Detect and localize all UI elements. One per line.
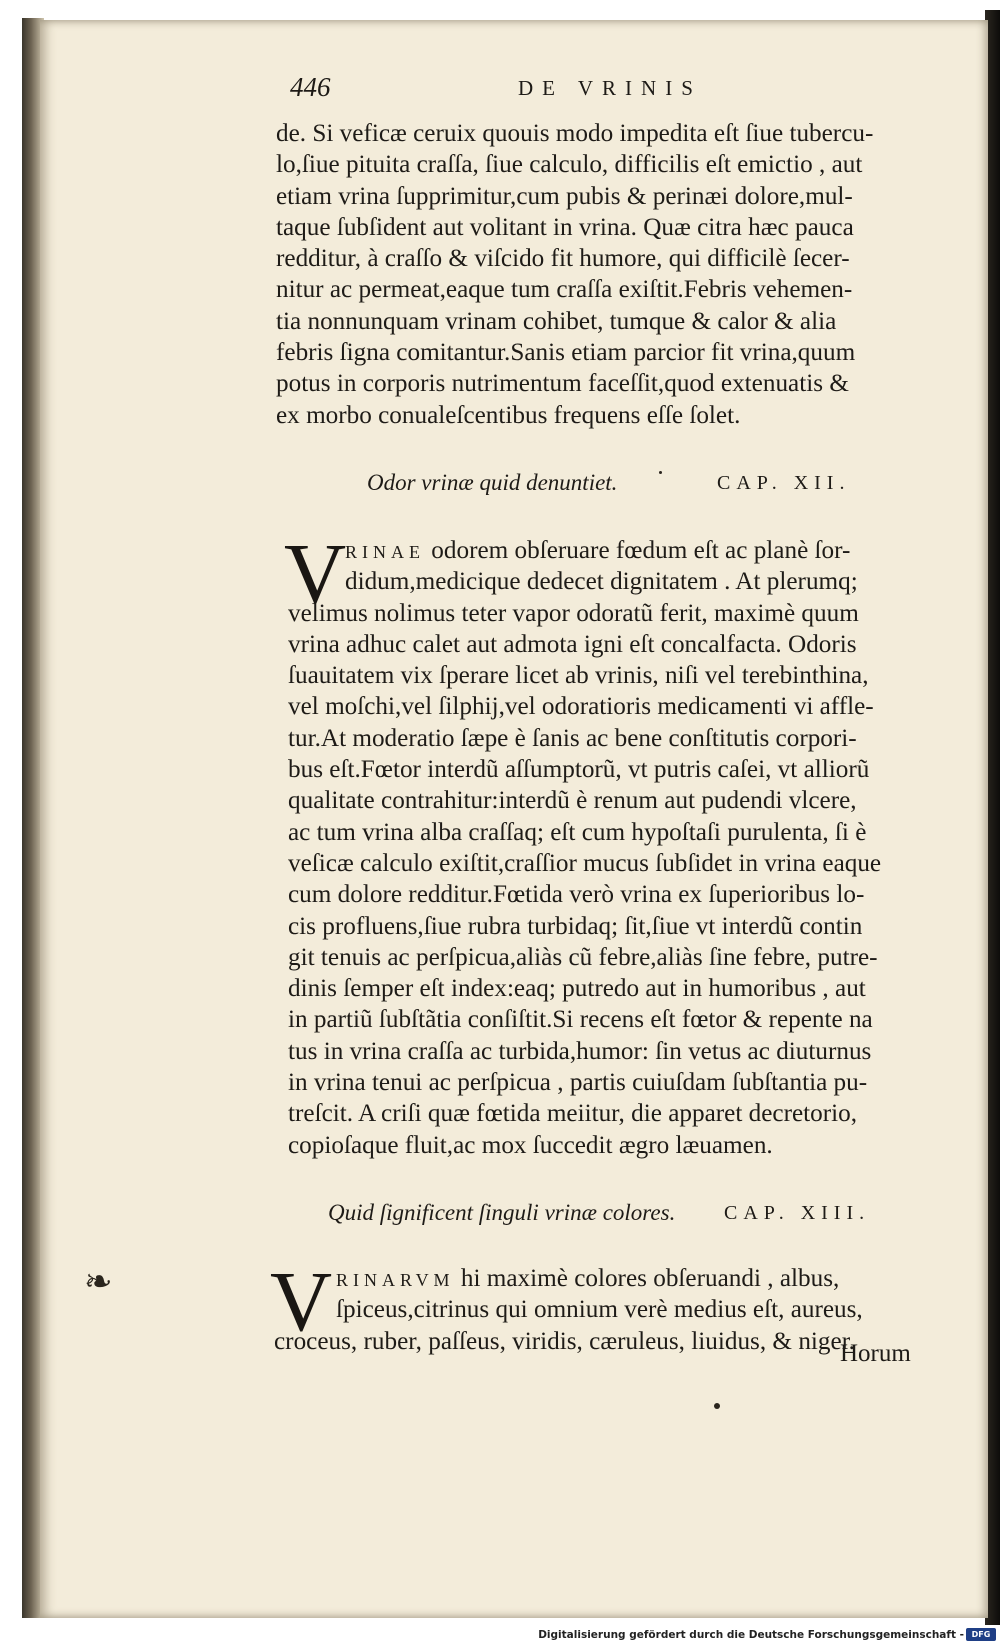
chapter-number: CAP. XIII. bbox=[724, 1202, 871, 1224]
text-line-first bbox=[288, 535, 928, 566]
text-block-chapter-13 bbox=[274, 1263, 934, 1357]
running-head bbox=[250, 72, 890, 112]
digitization-credit: Digitalisierung gefördert durch die Deutsche Forschungsgemeinschaft - bbox=[538, 1629, 964, 1641]
text-line: tia nonnunquam vrinam cohibet, tumque & calor & alia bbox=[276, 307, 837, 335]
text-line: odorem obſeruare fœdum eſt ac planè ſor- bbox=[431, 537, 851, 564]
text-block-continuation bbox=[276, 118, 916, 431]
text-line: ex morbo conualeſcentibus frequens eſſe ſolet. bbox=[276, 401, 741, 429]
text-line: vrina adhuc calet aut admota igni eſt concalfacta. Odoris bbox=[288, 630, 857, 658]
text-line: etiam vrina ſupprimitur,cum pubis & perinæi dolore,mul- bbox=[276, 182, 853, 210]
text-line: redditur, à craſſo & viſcido fit humore, qui difficilè ſecer- bbox=[276, 245, 850, 273]
marginal-ink-mark: ❧ bbox=[84, 1262, 113, 1302]
chapter-title: Quid ſignificent ſinguli vrinæ colores. bbox=[328, 1200, 676, 1225]
text-line: tus in vrina craſſa ac turbida,humor: ſin vetus ac diuturnus bbox=[288, 1037, 872, 1065]
running-title: DE VRINIS bbox=[518, 76, 702, 100]
text-line: dinis ſemper eſt index:eaq; putredo aut in humoribus , aut bbox=[288, 975, 866, 1003]
text-line: in partiũ ſubſtãtia conſiſtit.Si recens eſt fœtor & repente na bbox=[288, 1006, 873, 1034]
text-line: lo,ſiue pituita craſſa, ſiue calculo, difficilis eſt emictio , aut bbox=[276, 151, 863, 179]
text-line: de. Si veficæ ceruix quouis modo impedita eſt ſiue tubercu- bbox=[276, 120, 874, 147]
drop-initial: V bbox=[284, 525, 347, 621]
text-line: cis profluens,ſiue rubra turbidaq; ſit,ſiue vt interdũ contin bbox=[288, 912, 863, 940]
ink-dot bbox=[659, 471, 662, 474]
page-number: 446 bbox=[290, 72, 331, 102]
text-line: febris ſigna comitantur.Sanis etiam parcior fit vrina,quum bbox=[276, 339, 856, 367]
ink-dot bbox=[714, 1403, 720, 1409]
text-line: bus eſt.Fœtor interdũ aſſumptorũ, vt putris caſei, vt alliorũ bbox=[288, 756, 870, 784]
text-line: in vrina tenui ac perſpicua , partis cuiuſdam ſubſtantia pu- bbox=[288, 1069, 868, 1097]
text-line: git tenuis ac perſpicua,aliàs cũ febre,aliàs ſine febre, putre- bbox=[288, 943, 878, 971]
text-line-first bbox=[274, 1263, 934, 1294]
text-line: potus in corporis nutrimentum faceſſit,quod extenuatis & bbox=[276, 370, 849, 398]
text-line: croceus, ruber, paſſeus, viridis, cæruleus, liuidus, & niger. bbox=[274, 1327, 855, 1355]
text-line: ſuauitatem vix ſperare licet ab vrinis, niſi vel terebinthina, bbox=[288, 662, 869, 690]
text-line: veſicæ calculo exiſtit,craſſior mucus ſubſidet in vrina eaque bbox=[288, 849, 882, 877]
text-line: velimus nolimus teter vapor odoratũ ferit, maximè quum bbox=[288, 599, 859, 627]
chapter-heading-13 bbox=[328, 1200, 908, 1232]
text-line: ac tum vrina alba craſſaq; eſt cum hypoſtaſi purulenta, ſi è bbox=[288, 818, 867, 846]
text-line: ſpiceus,citrinus qui omnium verè medius eſt, aureus, bbox=[336, 1296, 863, 1324]
text-block-chapter-12 bbox=[288, 535, 928, 1161]
text-line: hi maximè colores obſeruandi , albus, bbox=[460, 1265, 840, 1292]
text-line: didum,medicique dedecet dignitatem . At plerumq; bbox=[345, 568, 858, 596]
text-line: cum dolore redditur.Fœtida verò vrina ex ſuperioribus lo- bbox=[288, 881, 865, 909]
drop-initial: V bbox=[270, 1253, 333, 1349]
first-word-smallcaps: RINAE bbox=[345, 542, 425, 562]
text-line: copioſaque fluit,ac mox ſuccedit ægro læuamen. bbox=[288, 1131, 773, 1159]
catchword: Horum bbox=[840, 1340, 911, 1367]
first-word-smallcaps: RINARVM bbox=[336, 1270, 455, 1290]
dfg-logo: DFG bbox=[966, 1628, 996, 1641]
text-line: tur.At moderatio ſæpe è ſanis ac bene conſtitutis corpori- bbox=[288, 724, 857, 752]
text-line: nitur ac permeat,eaque tum craſſa exiſtit.Febris vehemen- bbox=[276, 276, 853, 304]
text-line: treſcit. A criſi quæ fœtida meiitur, die apparet decretorio, bbox=[288, 1100, 858, 1128]
text-line: vel moſchi,vel ſilphij,vel odoratioris medicamenti vi affle- bbox=[288, 693, 874, 721]
text-line: taque ſubſident aut volitant in vrina. Quæ citra hæc pauca bbox=[276, 213, 854, 241]
chapter-title: Odor vrinæ quid denuntiet. bbox=[367, 470, 618, 495]
text-line: qualitate contrahitur:interdũ è renum aut pudendi vlcere, bbox=[288, 787, 857, 815]
chapter-heading-12 bbox=[367, 470, 867, 502]
chapter-number: CAP. XII. bbox=[717, 472, 851, 494]
